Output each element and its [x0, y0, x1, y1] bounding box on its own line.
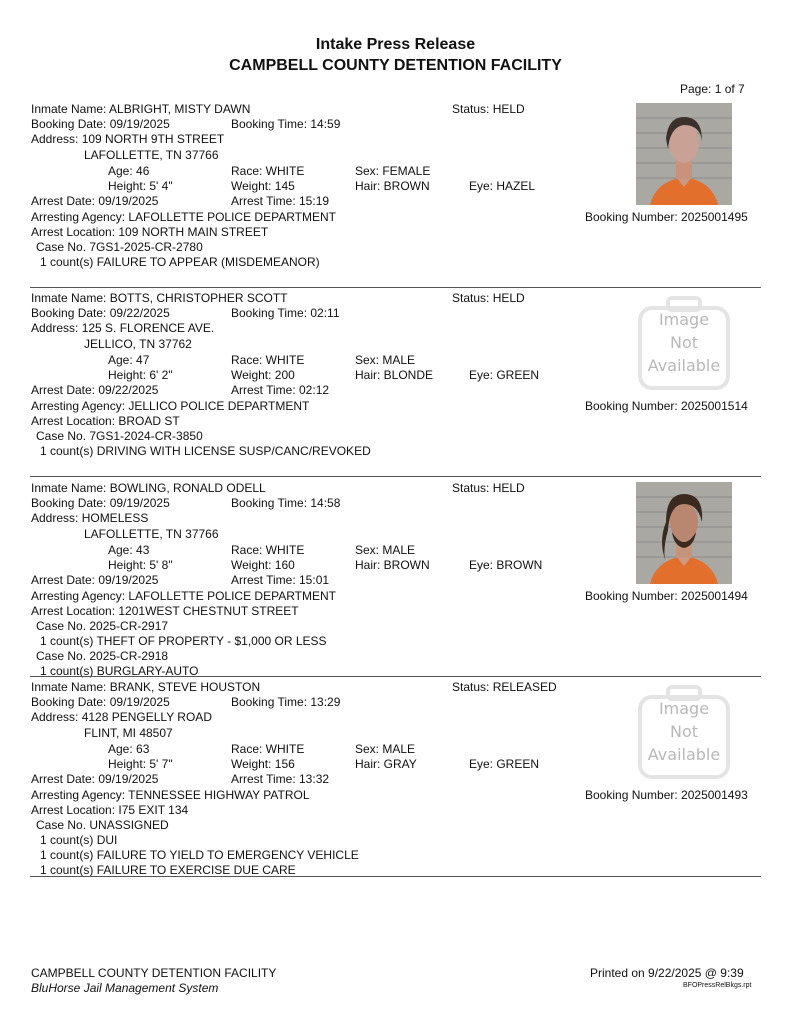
inmate-name: Inmate Name: ALBRIGHT, MISTY DAWN [31, 102, 251, 116]
arresting-agency: Arresting Agency: JELLICO POLICE DEPARTMENT [31, 399, 310, 413]
arrest-date: Arrest Date: 09/19/2025 [31, 573, 159, 587]
status: Status: HELD [452, 481, 525, 495]
age: Age: 47 [108, 353, 150, 367]
weight: Weight: 200 [231, 368, 295, 382]
address-line2: JELLICO, TN 37762 [84, 337, 192, 351]
case-number: Case No. 2025-CR-2917 [36, 619, 169, 633]
charge-count: 1 count(s) FAILURE TO APPEAR (MISDEMEANOR) [40, 255, 320, 269]
report-title: Intake Press Release [315, 36, 476, 53]
arrest-date: Arrest Date: 09/19/2025 [31, 772, 159, 786]
image-not-available-placeholder [636, 292, 732, 394]
placeholder-text: Available [647, 356, 721, 375]
record-divider [30, 287, 761, 288]
age: Age: 63 [108, 742, 150, 756]
height: Height: 6' 2" [108, 368, 173, 382]
race: Race: WHITE [231, 164, 305, 178]
address-line1: Address: HOMELESS [31, 511, 149, 525]
arrest-location: Arrest Location: 109 NORTH MAIN STREET [31, 225, 269, 239]
case-number: Case No. 2025-CR-2918 [36, 649, 169, 663]
placeholder-text: Available [647, 745, 721, 764]
arrest-location: Arrest Location: I75 EXIT 134 [31, 803, 189, 817]
arrest-time: Arrest Time: 15:19 [231, 194, 330, 208]
address-line2: LAFOLLETTE, TN 37766 [84, 527, 219, 541]
placeholder-text: Not [669, 333, 699, 352]
placeholder-text: Image [658, 699, 710, 718]
booking-number: Booking Number: 2025001514 [585, 399, 748, 413]
arrest-location: Arrest Location: BROAD ST [31, 414, 180, 428]
case-number: Case No. 7GS1-2024-CR-3850 [36, 429, 203, 443]
inmate-name: Inmate Name: BOTTS, CHRISTOPHER SCOTT [31, 291, 288, 305]
image-not-available-placeholder [636, 681, 732, 783]
charge-count: 1 count(s) FAILURE TO YIELD TO EMERGENCY VEHICLE [40, 848, 359, 862]
footer-facility: CAMPBELL COUNTY DETENTION FACILITY [31, 966, 277, 980]
address-line1: Address: 125 S. FLORENCE AVE. [31, 321, 215, 335]
arrest-location: Arrest Location: 1201WEST CHESTNUT STREET [31, 604, 299, 618]
mugshot-photo [636, 103, 732, 205]
record-divider [30, 676, 761, 677]
race: Race: WHITE [231, 353, 305, 367]
status: Status: HELD [452, 291, 525, 305]
charge-count: 1 count(s) FAILURE TO EXERCISE DUE CARE [40, 863, 296, 877]
booking-time: Booking Time: 02:11 [231, 306, 340, 320]
inmate-name: Inmate Name: BOWLING, RONALD ODELL [31, 481, 266, 495]
booking-number: Booking Number: 2025001494 [585, 589, 748, 603]
hair: Hair: BROWN [355, 558, 430, 572]
case-number: Case No. UNASSIGNED [36, 818, 169, 832]
footer-system: BluHorse Jail Management System [31, 981, 219, 995]
printed-timestamp: Printed on 9/22/2025 @ 9:39 [590, 966, 744, 980]
report-filename: BFOPressRelBkgs.rpt [683, 982, 752, 989]
arrest-time: Arrest Time: 13:32 [231, 772, 330, 786]
charge-count: 1 count(s) DRIVING WITH LICENSE SUSP/CANC/REVOKED [40, 444, 371, 458]
arrest-date: Arrest Date: 09/19/2025 [31, 194, 159, 208]
page-number: Page: 1 of 7 [680, 82, 745, 96]
eye: Eye: HAZEL [469, 179, 536, 193]
weight: Weight: 160 [231, 558, 295, 572]
booking-number: Booking Number: 2025001493 [585, 788, 748, 802]
weight: Weight: 156 [231, 757, 295, 771]
booking-date: Booking Date: 09/19/2025 [31, 496, 170, 510]
record-divider [30, 876, 761, 877]
booking-date: Booking Date: 09/19/2025 [31, 695, 170, 709]
sex: Sex: FEMALE [355, 164, 431, 178]
sex: Sex: MALE [355, 742, 416, 756]
status: Status: HELD [452, 102, 525, 116]
arrest-time: Arrest Time: 02:12 [231, 383, 330, 397]
booking-time: Booking Time: 14:58 [231, 496, 341, 510]
mugshot-photo [636, 482, 732, 584]
address-line1: Address: 109 NORTH 9TH STREET [31, 132, 225, 146]
facility-title: CAMPBELL COUNTY DETENTION FACILITY [229, 57, 562, 74]
record-divider [30, 476, 761, 477]
case-number: Case No. 7GS1-2025-CR-2780 [36, 240, 203, 254]
eye: Eye: GREEN [469, 757, 540, 771]
placeholder-text: Not [669, 722, 699, 741]
placeholder-text: Image [658, 310, 710, 329]
weight: Weight: 145 [231, 179, 295, 193]
booking-date: Booking Date: 09/22/2025 [31, 306, 170, 320]
booking-date: Booking Date: 09/19/2025 [31, 117, 170, 131]
race: Race: WHITE [231, 742, 305, 756]
arrest-date: Arrest Date: 09/22/2025 [31, 383, 159, 397]
age: Age: 43 [108, 543, 150, 557]
booking-number: Booking Number: 2025001495 [585, 210, 748, 224]
eye: Eye: BROWN [469, 558, 543, 572]
status: Status: RELEASED [452, 680, 557, 694]
inmate-name: Inmate Name: BRANK, STEVE HOUSTON [31, 680, 261, 694]
arresting-agency: Arresting Agency: TENNESSEE HIGHWAY PATROL [31, 788, 310, 802]
address-line1: Address: 4128 PENGELLY ROAD [31, 710, 212, 724]
charge-count: 1 count(s) THEFT OF PROPERTY - $1,000 OR LESS [40, 634, 327, 648]
race: Race: WHITE [231, 543, 305, 557]
charge-count: 1 count(s) BURGLARY-AUTO [40, 664, 199, 678]
height: Height: 5' 7" [108, 757, 173, 771]
booking-time: Booking Time: 14:59 [231, 117, 341, 131]
eye: Eye: GREEN [469, 368, 540, 382]
age: Age: 46 [108, 164, 150, 178]
sex: Sex: MALE [355, 543, 416, 557]
arresting-agency: Arresting Agency: LAFOLLETTE POLICE DEPARTMENT [31, 589, 336, 603]
height: Height: 5' 8" [108, 558, 173, 572]
arrest-time: Arrest Time: 15:01 [231, 573, 330, 587]
hair: Hair: BLONDE [355, 368, 434, 382]
hair: Hair: GRAY [355, 757, 417, 771]
booking-time: Booking Time: 13:29 [231, 695, 341, 709]
sex: Sex: MALE [355, 353, 416, 367]
hair: Hair: BROWN [355, 179, 430, 193]
address-line2: FLINT, MI 48507 [84, 726, 173, 740]
arresting-agency: Arresting Agency: LAFOLLETTE POLICE DEPARTMENT [31, 210, 336, 224]
height: Height: 5' 4" [108, 179, 173, 193]
charge-count: 1 count(s) DUI [40, 833, 118, 847]
address-line2: LAFOLLETTE, TN 37766 [84, 148, 219, 162]
